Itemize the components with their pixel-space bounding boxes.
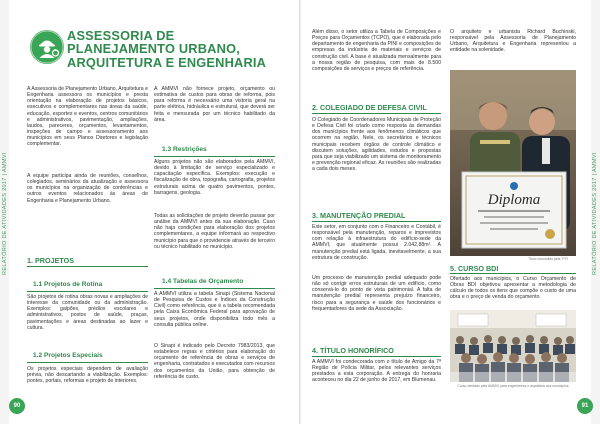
page-number-right: 91 bbox=[577, 398, 593, 414]
intro-paragraph-2: A equipe participa ainda de reuniões, conselhos, colegiados, seminários da atualização e assessora os municípios na organização de conferências e outros eventos relacionados às áreas de Engenharia e Planejamento Urbano. bbox=[27, 173, 148, 204]
section-rule bbox=[312, 356, 441, 357]
subheading-especiais: 1.2 Projetos Especiais bbox=[33, 352, 103, 359]
course-photo bbox=[450, 310, 576, 382]
colegiado-paragraph: O Colegiado de Coordenadores Municipais de Proteção e Defesa Civil foi criado como resposta às demandas dos municípios frente aos fenômenos climáticos que ocorrem na região. Nele, os secretários e técnicos municipais recebem órgãos de controle climático e discutem soluções, agilidades, estudos e propostas para que seja viabilizado um sistema de monitoramento e prevenção regional eficaz. As reuniões são realizadas a cada dois meses. bbox=[312, 117, 441, 173]
section-heading-colegiado: 2. COLEGIADO DE DEFESA CIVIL bbox=[312, 103, 427, 112]
tabelas-paragraph: A AMMVI utiliza a tabela Sinapi (Sistema Nacional de Pesquisa de Custos e Índices da Construção Civil) como referência, que é a tabela recomendada pela Caixa Econômica Federal para aprovação de seus projetos, onde disponibiliza todo mês a consulta pública online. bbox=[154, 291, 275, 328]
diploma-text: Diploma bbox=[487, 192, 541, 208]
rotina-paragraph: São projetos de rotina obras novas e ampliações de interesse da comunidade ou da administração. Exemplos: galpões, prédios escolares e administrativos, postos de saúde, praças, pavimentações e áreas destinadas ao lazer e cultura. bbox=[27, 294, 148, 331]
subsection-rule bbox=[27, 362, 148, 363]
especiais-paragraph: Os projetos especiais dependem de avaliação prévia, não descartando a viabilização. Exemplos: pontes, portais, reformas e projeto de interiores. bbox=[27, 366, 148, 385]
right-vertical-label: RELATÓRIO DE ATIVIDADES 2017 | AMMVI bbox=[592, 152, 598, 275]
page-gutter bbox=[299, 0, 301, 424]
arquiteto-paragraph: O arquiteto e urbanista Richard Buchinski, responsável pela Assessoria de Planejamento Urbano, Arquitetura e Engenharia representou a entidade na solenidade. bbox=[450, 29, 576, 54]
subsection-rule bbox=[27, 291, 148, 292]
subheading-rotina: 1.1 Projetos de Rotina bbox=[33, 281, 103, 288]
subsection-rule bbox=[154, 288, 275, 289]
page-title: ASSESSORIA DE PLANEJAMENTO URBANO, ARQUITETURA E ENGENHARIA bbox=[67, 28, 267, 70]
manutencao-paragraph-2: Um processo de manutenção predial adequado pode não só corrigir erros estruturais de um edifício, como conservá-lo do ponto de vista patrimonial. A falta de manutenção predial representa prejuízo financeiro, risco para a segurança e saúde dos funcionários e frequentadores da sede da Associação. bbox=[312, 275, 441, 312]
titulo-paragraph: A AMMVI foi condecorada com o título de Amigo da 7ª Região de Polícia Militar, pelos relevantes serviços prestados a esta corporação. A entrega do honraria aconteceu no dia 22 de junho de 2017, em Blumenau. bbox=[312, 359, 441, 384]
decreto-paragraph: O Sinapi é indicado pelo Decreto 7983/2013, que estabelece regras e critérios para elaboração do orçamento de referência de obras e serviços de engenharia, contratados e executados com recursos dos orçamentos da União, para obtenção de referência de custo. bbox=[154, 343, 275, 380]
section-rule bbox=[312, 113, 441, 114]
section-rule bbox=[312, 221, 441, 222]
section-rule bbox=[27, 266, 148, 267]
engineer-icon bbox=[30, 30, 64, 64]
subheading-restricoes: 1.3 Restrições bbox=[162, 146, 207, 153]
subheading-tabelas: 1.4 Tabelas de Orçamento bbox=[162, 278, 244, 285]
restricoes-paragraph: Alguns projetos não são elaborados pela AMMVI, devido à limitação de serviço especializado e capacitação específica. Exemplos: execução e fiscalização de obra, topografia, cartografia, projetos estruturais acima de quatro pavimentos, pontes, barragens, geologia. bbox=[154, 159, 275, 196]
ceremony-photo-caption: Título concedido pela 7ª R bbox=[528, 257, 568, 261]
course-photo-caption: Curso ofertado pela AMMVI para engenheiros e arquitetos dos municípios bbox=[457, 384, 569, 388]
subsection-rule bbox=[154, 156, 275, 157]
section-heading-curso: 5. CURSO BDI bbox=[450, 264, 499, 273]
manutencao-paragraph: Este setor, em conjunto com o Financeiro e Contábil, é responsável pela manutenção, reparos e imprevistos com relação à infraestrutura do edifício-sede da AMMVI, que atualmente possui 2.042,88m². A manutenção predial está ligada, inevitavelmente, a sua estrutura de construção. bbox=[312, 224, 441, 261]
tcpo-paragraph: Além disso, o setor utiliza a Tabela de Composições e Preços para Orçamentos (TCPO), que é elaborada pelo departamento de engenharia da PINI e composições de empresas da indústria de materiais e serviços de construção civil. A base é atualizada mensalmente para a nossa região de pesquisa, com mais de 8.500 composições de serviços e preços de referência. bbox=[312, 29, 441, 72]
solicitacoes-paragraph: Todas as solicitações de projeto deverão passar por análise da AMMVI antes da sua elaboração. Caso não haja condições para elaboração dos projetos complementares, a equipe informará ao respectivo município para que o providencie através de terceiro ou técnico habilitado no município. bbox=[154, 213, 275, 250]
curso-paragraph: Ofertado aos municípios, o Curso Orçamento de Obras BDI objetivou apresentar a metodologia de cálculo de todos os itens que compõe o custo de uma obra e o preço de venda do orçamento. bbox=[450, 276, 576, 301]
page-number-left: 90 bbox=[9, 398, 25, 414]
section-heading-projetos: 1. PROJETOS bbox=[27, 256, 75, 265]
intro-paragraph-1: A Assessoria de Planejamento Urbano, Arquitetura e Engenharia assessora os municípios e presta orientação na elaboração de projetos básicos, executivos e complementares nas áreas da saúde, educação, esportes e eventos, centros comunitários e administrativos, pavimentação, ampliações, laudos, pareceres, orçamentos, levantamentos, inspeções de campo e assessoramento aos municípios em seus Planos Diretores e legislação complementar. bbox=[27, 86, 148, 148]
section-heading-manutencao: 3. MANUTENÇÃO PREDIAL bbox=[312, 211, 406, 220]
section-heading-titulo: 4. TÍTULO HONORÍFICO bbox=[312, 346, 394, 355]
section-rule bbox=[450, 273, 576, 274]
ceremony-photo bbox=[450, 70, 576, 256]
left-vertical-label: RELATÓRIO DE ATIVIDADES 2017 | AMMVI bbox=[2, 152, 8, 275]
reforma-paragraph: A AMMVI não fornece projeto, orçamento ou estimativa de custos para obras de reforma, pois para reforma é necessário uma vistoria geral na parte elétrica, hidráulica e estrutural, que deverá ser feita e mensurada por um técnico habilitado da área. bbox=[154, 86, 275, 123]
